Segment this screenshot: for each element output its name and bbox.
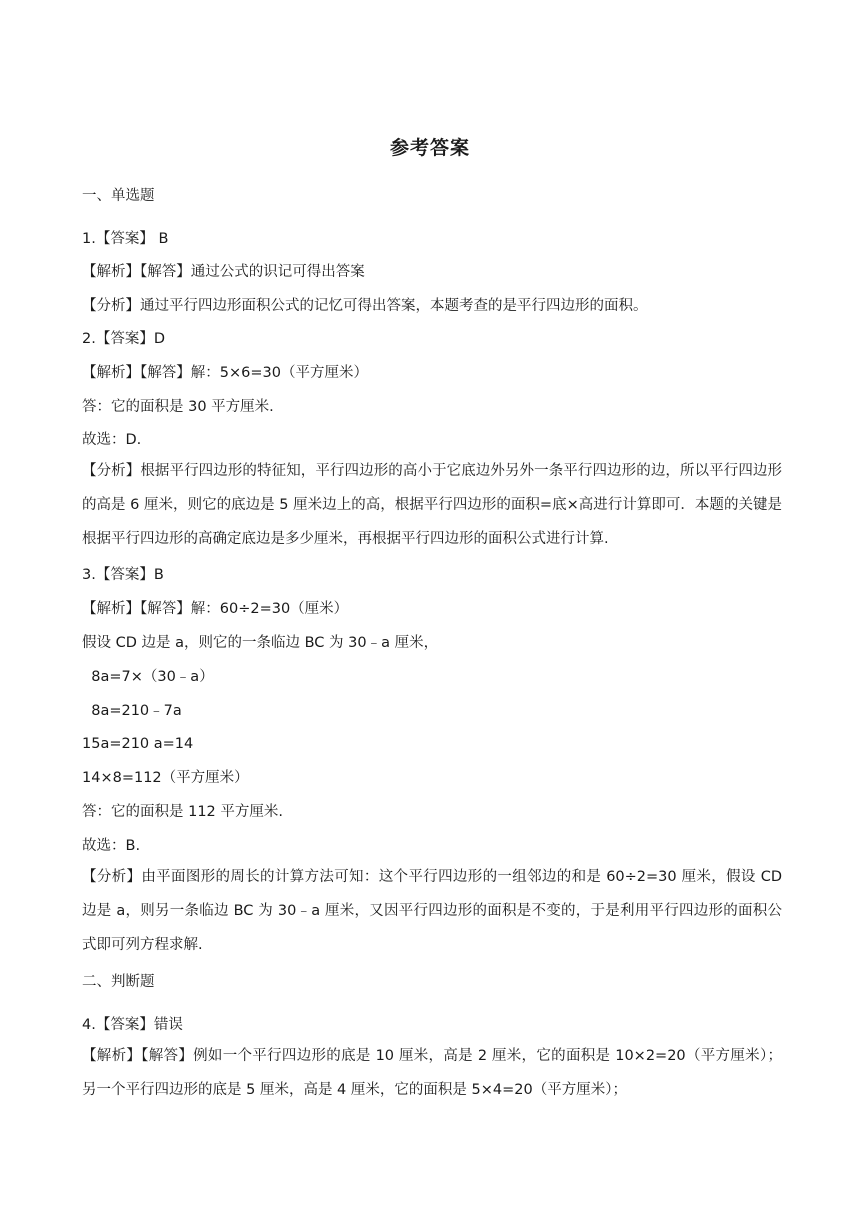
q3-conclusion: 答：它的面积是 112 平方厘米. xyxy=(82,804,284,820)
q3-equation-4: 14×8=112（平方厘米） xyxy=(82,770,249,786)
q3-choice: 故选：B. xyxy=(82,838,141,854)
q3-equation-3: 15a=210 a=14 xyxy=(82,736,194,752)
section-heading-single-choice: 一、单选题 xyxy=(82,188,155,204)
page-title: 参考答案 xyxy=(389,137,470,159)
q3-analysis: 【分析】由平面图形的周长的计算方法可知：这个平行四边形的一组邻边的和是 60÷2=30 厘米，假设 CD 边是 a，则另一条临边 BC 为 30﹣a 厘米，又因平行四边形的面积是不变的，于是利用平行四边形的面积公式即可列方程求解. xyxy=(82,869,782,953)
q2-choice: 故选：D. xyxy=(82,432,142,448)
q3-equation-2: 8a=210﹣7a xyxy=(82,703,182,719)
q1-analysis: 【分析】通过平行四边形面积公式的记忆可得出答案，本题考查的是平行四边形的面积。 xyxy=(82,298,648,314)
q2-conclusion: 答：它的面积是 30 平方厘米. xyxy=(82,399,274,415)
q2-explanation: 【解析】【解答】解：5×6=30（平方厘米） xyxy=(82,365,368,381)
q4-explanation: 【解析】【解答】例如一个平行四边形的底是 10 厘米，高是 2 厘米，它的面积是 10×2=20（平方厘米）；另一个平行四边形的底是 5 厘米，高是 4 厘米，它的面积是 5×4=20（平方厘米）； xyxy=(82,1048,782,1098)
q3-equation-1: 8a=7×（30﹣a） xyxy=(82,669,214,685)
q3-explanation: 【解析】【解答】解：60÷2=30（厘米） xyxy=(82,601,349,617)
q1-answer: 1.【答案】 B xyxy=(82,231,169,247)
q3-answer: 3.【答案】B xyxy=(82,567,164,583)
section-heading-true-false: 二、判断题 xyxy=(82,974,155,990)
q1-explanation: 【解析】【解答】通过公式的识记可得出答案 xyxy=(82,264,365,280)
q2-answer: 2.【答案】D xyxy=(82,331,165,347)
q2-analysis: 【分析】根据平行四边形的特征知，平行四边形的高小于它底边外另外一条平行四边形的边，所以平行四边形的高是 6 厘米，则它的底边是 5 厘米边上的高，根据平行四边形的面积=底×高进行计算即可．本题的关键是根据平行四边形的高确定底边是多少厘米，再根据平行四边形的面积公式进行计算. xyxy=(82,463,782,547)
q3-assumption: 假设 CD 边是 a，则它的一条临边 BC 为 30﹣a 厘米， xyxy=(82,635,439,651)
q4-answer: 4.【答案】错误 xyxy=(82,1017,183,1033)
